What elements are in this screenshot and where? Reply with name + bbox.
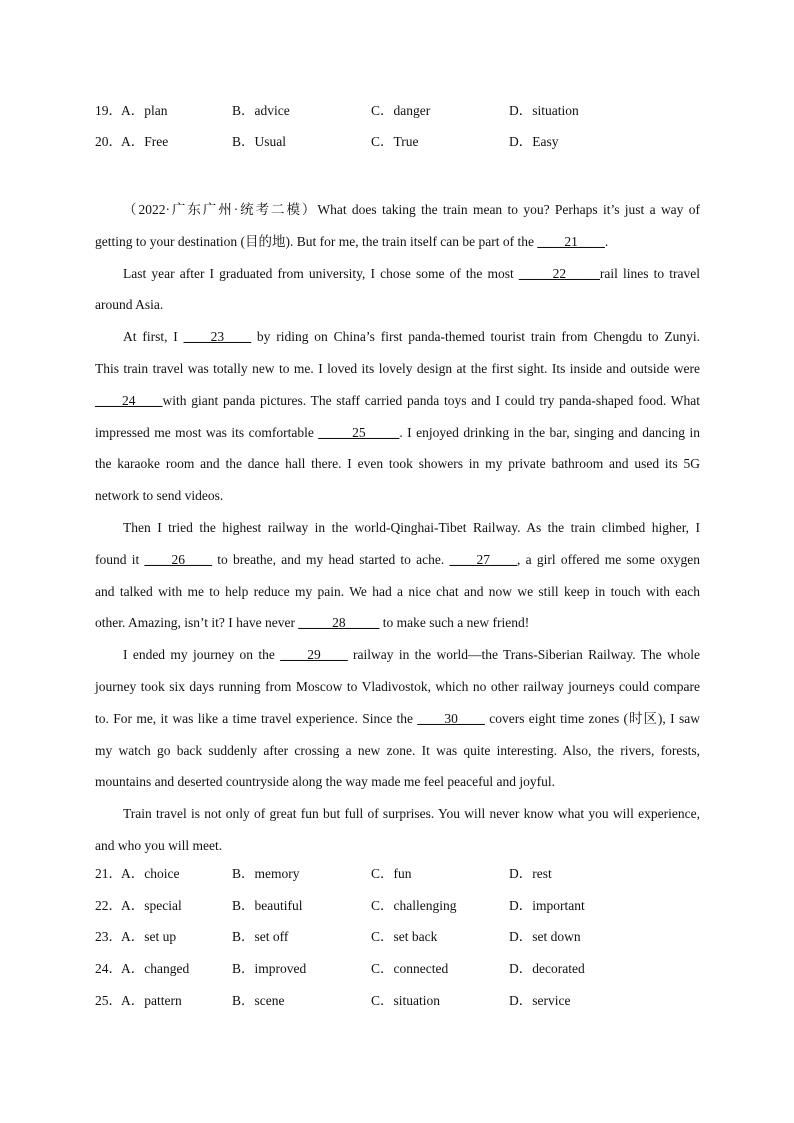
option-c: C．fun [371, 866, 412, 881]
option-d: D．important [509, 898, 585, 913]
passage-line [95, 289, 700, 321]
text: to make such a new friend! [379, 615, 530, 631]
passage-line [95, 830, 700, 862]
passage-line [95, 417, 700, 449]
text: At first, I [123, 329, 184, 345]
option-c: C．challenging [371, 898, 457, 913]
text: around Asia. [95, 297, 164, 313]
text: network to send videos. [95, 488, 224, 504]
option-b: B．scene [232, 993, 285, 1008]
question-number: 19． [95, 103, 122, 118]
text: by riding on China’s first panda-themed tourist train from Chengdu to Zunyi. [251, 329, 701, 345]
option-d: D．rest [509, 866, 552, 881]
text: impressed me most was its comfortable [95, 424, 319, 440]
option-c: C．True [371, 134, 419, 149]
option-d: D．Easy [509, 134, 559, 149]
blank-25: _____25_____ [318, 424, 400, 440]
text: getting to your destination (目的地). But for me, the train itself can be part of the [95, 233, 538, 249]
blank-22: _____22_____ [518, 265, 600, 281]
option-d: D．set down [509, 929, 581, 944]
text: journey took six days running from Moscow to Vladivostok, which no other railway journeys could compare [95, 678, 700, 694]
passage-line [95, 258, 700, 290]
option-c: C．set back [371, 929, 438, 944]
option-b: B．set off [232, 929, 289, 944]
option-b: B．advice [232, 103, 290, 118]
text: This train travel was totally new to me. I loved its lovely design at the first sight. Its inside and outside were [95, 360, 700, 376]
question-number: 23． [95, 929, 122, 944]
passage-line [95, 448, 700, 480]
option-a: A．choice [121, 866, 180, 881]
option-a: A．set up [121, 929, 177, 944]
blank-24: ____24____ [95, 392, 163, 408]
option-d: D．decorated [509, 961, 585, 976]
text: rail lines to travel [599, 265, 700, 281]
blank-23: ____23____ [183, 329, 252, 345]
option-b: B．improved [232, 961, 307, 976]
passage-line [95, 321, 700, 353]
text: my watch go back suddenly after crossing a new zone. It was quite interesting. Also, the rivers, forests, [95, 742, 700, 758]
blank-26: ____26____ [144, 551, 212, 567]
passage-line [95, 194, 700, 226]
text: , a girl offered me some oxygen [517, 551, 700, 567]
text: mountains and deserted countryside along the way made me feel peaceful and joyful. [95, 774, 555, 790]
blank-21: ____21____ [537, 233, 605, 249]
option-b: B．beautiful [232, 898, 303, 913]
option-a: A．plan [121, 103, 168, 118]
passage-line [95, 607, 700, 639]
text: . [604, 233, 609, 249]
option-c: C．connected [371, 961, 449, 976]
option-d: D．service [509, 993, 571, 1008]
question-number: 25． [95, 993, 122, 1008]
option-a: A．changed [121, 961, 190, 976]
passage-line [95, 671, 700, 703]
option-a: A．pattern [121, 993, 182, 1008]
blank-29: ____29____ [280, 647, 348, 663]
passage-line [95, 735, 700, 767]
passage-line [95, 385, 700, 417]
text: Then I tried the highest railway in the world-Qinghai-Tibet Railway. As the train climbed higher, I [123, 519, 700, 535]
option-c: C．danger [371, 103, 431, 118]
text: other. Amazing, isn’t it? I have never [95, 615, 299, 631]
passage-line [95, 766, 700, 798]
text: found it [95, 551, 145, 567]
passage-line [95, 576, 700, 608]
text: railway in the world—the Trans-Siberian Railway. The whole [347, 647, 700, 663]
text: Last year after I graduated from university, I chose some of the most [123, 265, 519, 281]
text: the karaoke room and the dance hall there. I even took showers in my private bathroom and used its 5G [95, 456, 700, 472]
passage-line [95, 798, 700, 830]
passage-line [95, 226, 700, 258]
option-a: A．special [121, 898, 182, 913]
question-number: 21． [95, 866, 122, 881]
passage-line [95, 480, 700, 512]
reading-passage [95, 194, 700, 862]
blank-27: ____27____ [449, 551, 517, 567]
passage-line [95, 512, 700, 544]
blank-28: _____28_____ [298, 615, 380, 631]
option-b: B．memory [232, 866, 300, 881]
text: with giant panda pictures. The staff carried panda toys and I could try panda-shaped food. What [162, 392, 700, 408]
question-number: 24． [95, 961, 122, 976]
option-b: B．Usual [232, 134, 286, 149]
blank-30: ____30____ [417, 710, 485, 726]
passage-line [95, 639, 700, 671]
text: to breathe, and my head started to ache. [211, 551, 450, 567]
text: I ended my journey on the [123, 647, 281, 663]
passage-line [95, 703, 700, 735]
passage-line [95, 544, 700, 576]
question-number: 20． [95, 134, 122, 149]
text: and talked with me to help reduce my pain. We had a nice chat and now we still keep in touch with each [95, 583, 700, 599]
text: and who you will meet. [95, 837, 223, 853]
text: . I enjoyed drinking in the bar, singing and dancing in [399, 424, 700, 440]
text: to. For me, it was like a time travel experience. Since the [95, 710, 418, 726]
option-d: D．situation [509, 103, 579, 118]
option-c: C．situation [371, 993, 441, 1008]
text: Train travel is not only of great fun but full of surprises. You will never know what you will experience, [123, 806, 700, 822]
question-number: 22． [95, 898, 122, 913]
text: （2022·广东广州·统考二模）What does taking the train mean to you? Perhaps it’s just a way of [123, 202, 700, 217]
text: covers eight time zones (时区), I saw [484, 710, 700, 726]
passage-line [95, 353, 700, 385]
option-a: A．Free [121, 134, 169, 149]
